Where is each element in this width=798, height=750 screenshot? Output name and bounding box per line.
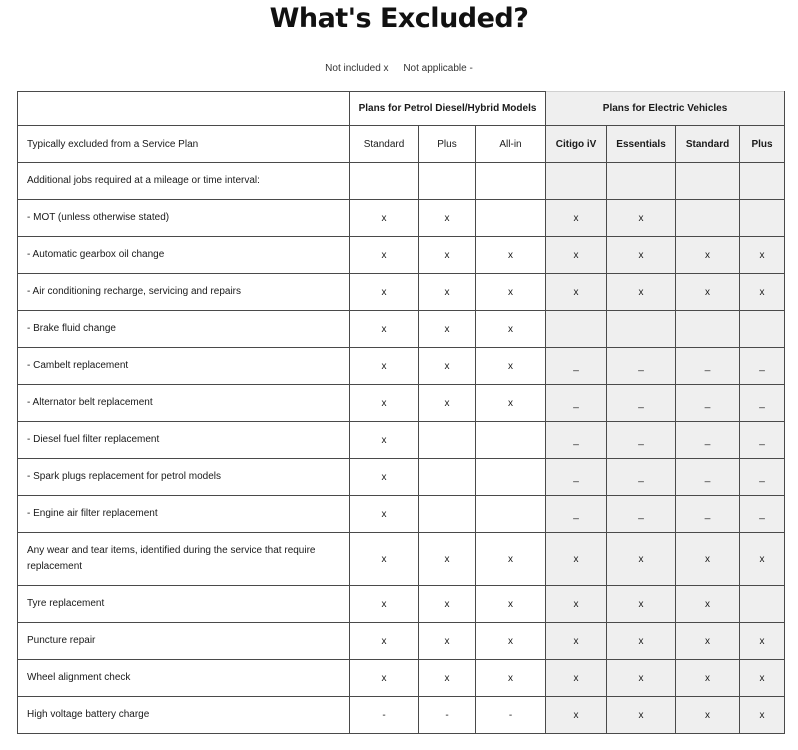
cell-mark: x — [508, 553, 514, 565]
table-cell — [476, 623, 546, 660]
table-cell — [476, 459, 546, 496]
legend-not-applicable: Not applicable - — [403, 63, 473, 74]
cell-mark: - — [508, 709, 513, 721]
cell-mark: x — [759, 553, 765, 565]
cell-mark: x — [444, 635, 450, 647]
cell-mark: x — [508, 249, 514, 261]
table-cell — [676, 237, 740, 274]
table-cell — [740, 163, 785, 200]
table-cell — [607, 422, 676, 459]
cell-mark: x — [705, 598, 711, 610]
table-cell — [607, 200, 676, 237]
table-row — [18, 459, 785, 496]
row-label: Tyre replacement — [18, 586, 350, 623]
row-label: Puncture repair — [18, 623, 350, 660]
table-cell — [419, 459, 476, 496]
cell-mark: x — [638, 598, 644, 610]
table-cell — [676, 385, 740, 422]
table-cell — [476, 348, 546, 385]
table-cell — [350, 533, 419, 586]
table-cell — [546, 660, 607, 697]
cell-mark: x — [381, 553, 387, 565]
table-cell — [546, 422, 607, 459]
cell-mark: x — [381, 434, 387, 446]
table-cell — [676, 200, 740, 237]
cell-mark: x — [381, 323, 387, 335]
table-cell — [350, 422, 419, 459]
cell-mark: x — [638, 212, 644, 224]
cell-mark: x — [444, 323, 450, 335]
cell-mark: x — [381, 397, 387, 409]
cell-mark: x — [508, 323, 514, 335]
table-cell — [676, 274, 740, 311]
row-label: - MOT (unless otherwise stated) — [18, 200, 350, 237]
cell-mark: x — [508, 286, 514, 298]
cell-mark: x — [573, 635, 579, 647]
table-cell — [546, 533, 607, 586]
table-row — [18, 237, 785, 274]
cell-mark: x — [444, 360, 450, 372]
table-row — [18, 163, 785, 200]
table-cell — [350, 586, 419, 623]
table-cell — [476, 237, 546, 274]
table-cell — [740, 623, 785, 660]
table-cell — [740, 660, 785, 697]
cell-mark: x — [573, 553, 579, 565]
table-row — [18, 586, 785, 623]
table-cell — [607, 385, 676, 422]
cell-mark: x — [381, 286, 387, 298]
table-cell — [740, 697, 785, 734]
cell-mark: - — [445, 709, 449, 721]
table-cell — [350, 459, 419, 496]
row-label: - Alternator belt replacement — [18, 385, 350, 422]
table-cell — [419, 422, 476, 459]
cell-mark: x — [759, 709, 765, 721]
table-cell — [676, 533, 740, 586]
table-cell — [607, 348, 676, 385]
cell-mark: _ — [638, 471, 644, 483]
cell-mark: _ — [759, 397, 765, 409]
cell-mark: _ — [759, 471, 765, 483]
cell-mark: x — [508, 598, 514, 610]
cell-mark: x — [381, 508, 387, 520]
cell-mark: _ — [759, 508, 765, 520]
row-label: - Automatic gearbox oil change — [18, 237, 350, 274]
table-cell — [676, 697, 740, 734]
table-cell — [676, 311, 740, 348]
cell-mark: x — [638, 286, 644, 298]
table-cell — [546, 237, 607, 274]
legend — [0, 62, 798, 76]
group-petrol-header: Plans for Petrol Diesel/Hybrid Models — [350, 92, 546, 126]
group-ev-header: Plans for Electric Vehicles — [546, 92, 785, 126]
table-cell — [476, 496, 546, 533]
table-cell — [676, 348, 740, 385]
table-cell — [676, 496, 740, 533]
cell-mark: x — [705, 672, 711, 684]
table-cell — [607, 697, 676, 734]
cell-mark: _ — [704, 360, 711, 372]
cell-mark: x — [444, 249, 450, 261]
table-cell — [676, 163, 740, 200]
page-title: What's Excluded? — [269, 3, 529, 34]
legend-not-included: Not included x — [325, 63, 389, 74]
table-cell — [740, 348, 785, 385]
cell-mark: x — [444, 672, 450, 684]
cell-mark: x — [573, 249, 579, 261]
column-header-petrol-all-in: All-in — [476, 126, 546, 163]
table-cell — [607, 533, 676, 586]
table-cell — [676, 586, 740, 623]
table-cell — [546, 163, 607, 200]
cell-mark: x — [638, 553, 644, 565]
cell-mark: x — [705, 553, 711, 565]
table-row — [18, 348, 785, 385]
cell-mark: x — [444, 286, 450, 298]
cell-mark: x — [444, 598, 450, 610]
row-label: - Air conditioning recharge, servicing and repairs — [18, 274, 350, 311]
table-cell — [419, 660, 476, 697]
cell-mark: x — [444, 553, 450, 565]
table-cell — [740, 422, 785, 459]
table-cell — [419, 385, 476, 422]
table-cell — [350, 623, 419, 660]
table-cell — [419, 200, 476, 237]
row-label: - Diesel fuel filter replacement — [18, 422, 350, 459]
cell-mark: _ — [573, 471, 579, 483]
cell-mark: x — [705, 286, 711, 298]
table-cell — [419, 697, 476, 734]
table-cell — [476, 311, 546, 348]
plan-group-row — [18, 92, 785, 126]
column-header-item: Typically excluded from a Service Plan — [18, 126, 350, 163]
table-cell — [476, 586, 546, 623]
column-header-ev-citigo-iv: Citigo iV — [546, 126, 607, 163]
table-cell — [546, 459, 607, 496]
table-cell — [419, 533, 476, 586]
table-cell — [546, 200, 607, 237]
table-cell — [607, 586, 676, 623]
table-cell — [607, 496, 676, 533]
table-cell — [740, 311, 785, 348]
cell-mark: _ — [638, 360, 644, 372]
row-label: - Brake fluid change — [18, 311, 350, 348]
table-row — [18, 422, 785, 459]
cell-mark: _ — [704, 434, 711, 446]
cell-mark: x — [381, 212, 387, 224]
cell-mark: x — [444, 397, 450, 409]
table-cell — [476, 163, 546, 200]
table-cell — [676, 459, 740, 496]
cell-mark: x — [759, 635, 765, 647]
table-cell — [419, 348, 476, 385]
column-header-ev-plus: Plus — [740, 126, 785, 163]
table-cell — [419, 311, 476, 348]
table-cell — [676, 660, 740, 697]
table-cell — [419, 274, 476, 311]
cell-mark: x — [381, 598, 387, 610]
column-header-row — [18, 126, 785, 163]
table-row — [18, 200, 785, 237]
table-cell — [476, 385, 546, 422]
table-cell — [419, 163, 476, 200]
table-cell — [350, 385, 419, 422]
cell-mark: x — [573, 212, 579, 224]
row-label: - Engine air filter replacement — [18, 496, 350, 533]
table-cell — [419, 586, 476, 623]
cell-mark: x — [508, 360, 514, 372]
group-blank-cell — [18, 92, 350, 126]
table-cell — [740, 237, 785, 274]
table-cell — [740, 200, 785, 237]
cell-mark: - — [382, 709, 386, 721]
cell-mark: _ — [573, 397, 579, 409]
table-cell — [546, 348, 607, 385]
table-cell — [676, 623, 740, 660]
table-cell — [476, 200, 546, 237]
cell-mark: _ — [573, 434, 579, 446]
table-body — [18, 163, 785, 734]
row-label: Additional jobs required at a mileage or time interval: — [18, 163, 350, 200]
cell-mark: x — [638, 635, 644, 647]
column-header-petrol-plus: Plus — [419, 126, 476, 163]
table-cell — [419, 237, 476, 274]
cell-mark: x — [444, 212, 450, 224]
table-cell — [350, 660, 419, 697]
table-cell — [476, 274, 546, 311]
table-cell — [676, 422, 740, 459]
table-cell — [419, 496, 476, 533]
cell-mark: _ — [759, 434, 765, 446]
cell-mark: _ — [704, 397, 711, 409]
cell-mark: x — [759, 672, 765, 684]
column-header-ev-standard: Standard — [676, 126, 740, 163]
row-label: Any wear and tear items, identified during the service that require replacement — [18, 533, 350, 586]
table-cell — [546, 697, 607, 734]
table-cell — [350, 200, 419, 237]
row-label: High voltage battery charge — [18, 697, 350, 734]
table-cell — [476, 422, 546, 459]
table-cell — [740, 274, 785, 311]
table-cell — [607, 660, 676, 697]
table-cell — [350, 237, 419, 274]
table-cell — [607, 459, 676, 496]
table-row — [18, 385, 785, 422]
cell-mark: x — [573, 286, 579, 298]
cell-mark: _ — [638, 508, 644, 520]
table-cell — [740, 533, 785, 586]
table-cell — [419, 623, 476, 660]
column-header-petrol-standard: Standard — [350, 126, 419, 163]
cell-mark: x — [573, 598, 579, 610]
cell-mark: x — [705, 709, 711, 721]
table-cell — [476, 660, 546, 697]
table-cell — [476, 533, 546, 586]
table-row — [18, 496, 785, 533]
table-cell — [740, 496, 785, 533]
cell-mark: _ — [638, 434, 644, 446]
table-row — [18, 623, 785, 660]
table-cell — [607, 623, 676, 660]
row-label: - Cambelt replacement — [18, 348, 350, 385]
table-cell — [740, 459, 785, 496]
cell-mark: _ — [759, 360, 765, 372]
cell-mark: x — [705, 249, 711, 261]
cell-mark: x — [381, 635, 387, 647]
cell-mark: x — [705, 635, 711, 647]
row-label: Wheel alignment check — [18, 660, 350, 697]
cell-mark: _ — [704, 508, 711, 520]
table-cell — [546, 623, 607, 660]
table-cell — [546, 586, 607, 623]
cell-mark: _ — [573, 508, 579, 520]
cell-mark: x — [508, 397, 514, 409]
table-row — [18, 533, 785, 586]
cell-mark: x — [759, 249, 765, 261]
cell-mark: _ — [638, 397, 644, 409]
cell-mark: x — [638, 709, 644, 721]
cell-mark: x — [638, 249, 644, 261]
cell-mark: _ — [573, 360, 579, 372]
cell-mark: x — [381, 360, 387, 372]
cell-mark: x — [381, 249, 387, 261]
table-cell — [350, 274, 419, 311]
table-cell — [350, 311, 419, 348]
table-cell — [607, 311, 676, 348]
table-cell — [350, 697, 419, 734]
cell-mark: x — [381, 471, 387, 483]
cell-mark: x — [573, 709, 579, 721]
table-cell — [546, 496, 607, 533]
table-cell — [607, 163, 676, 200]
table-row — [18, 660, 785, 697]
table-cell — [740, 586, 785, 623]
table-cell — [350, 496, 419, 533]
cell-mark: x — [759, 286, 765, 298]
cell-mark: _ — [704, 471, 711, 483]
cell-mark: x — [381, 672, 387, 684]
column-header-ev-essentials: Essentials — [607, 126, 676, 163]
cell-mark: x — [508, 635, 514, 647]
table-cell — [476, 697, 546, 734]
table-row — [18, 311, 785, 348]
exclusions-table — [17, 91, 785, 734]
table-cell — [350, 348, 419, 385]
cell-mark: x — [508, 672, 514, 684]
cell-mark: x — [573, 672, 579, 684]
table-cell — [607, 237, 676, 274]
table-cell — [350, 163, 419, 200]
table-cell — [740, 385, 785, 422]
table-row — [18, 274, 785, 311]
table-row — [18, 697, 785, 734]
cell-mark: x — [638, 672, 644, 684]
table-cell — [546, 311, 607, 348]
table-cell — [546, 274, 607, 311]
table-cell — [607, 274, 676, 311]
row-label: - Spark plugs replacement for petrol models — [18, 459, 350, 496]
table-cell — [546, 385, 607, 422]
